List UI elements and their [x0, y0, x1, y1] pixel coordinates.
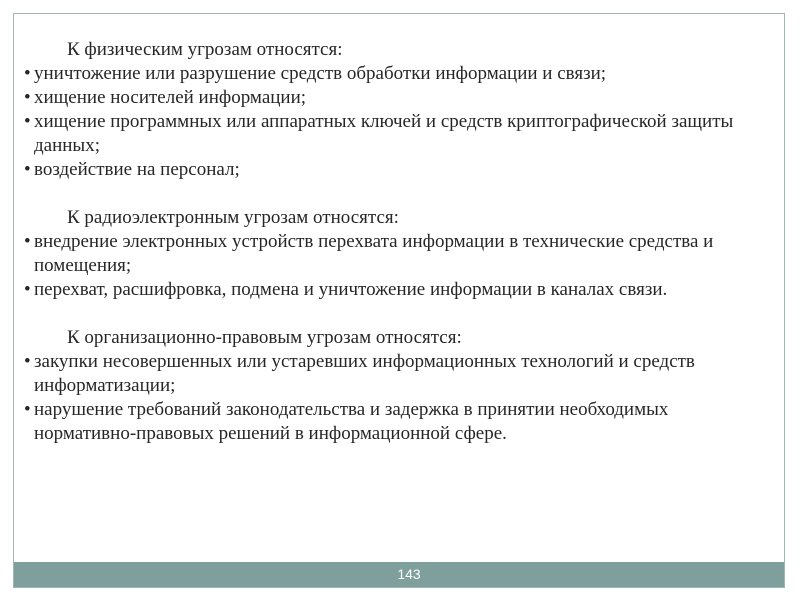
bullet-list: [24, 350, 772, 446]
bullet-icon: •: [24, 63, 31, 84]
list-item: [24, 158, 772, 182]
list-item-text: хищение носителей информации;: [34, 87, 307, 108]
section-heading: К организационно-правовым угрозам относятся:: [67, 327, 462, 348]
list-item: [24, 230, 772, 278]
list-item: [24, 86, 772, 110]
slide: [13, 13, 785, 588]
list-item-text: перехват, расшифровка, подмена и уничтожение информации в каналах связи.: [34, 279, 668, 300]
list-item: [24, 110, 772, 158]
bullet-list: [24, 230, 772, 302]
section-heading: К радиоэлектронным угрозам относятся:: [67, 207, 399, 228]
list-item: [24, 398, 772, 446]
bullet-list: [24, 62, 772, 182]
list-item: [24, 350, 772, 398]
bullet-icon: •: [24, 351, 31, 372]
list-item-text: уничтожение или разрушение средств обработки информации и связи;: [34, 63, 607, 84]
list-item-text: воздействие на персонал;: [34, 159, 240, 180]
list-item-text: хищение программных или аппаратных ключей и средств криптографической защиты данных;: [34, 111, 734, 156]
bullet-icon: •: [24, 399, 31, 420]
section-physical-threats: [24, 38, 772, 182]
footer-bar: [14, 562, 784, 587]
section-radioelectronic-threats: [24, 206, 772, 302]
bullet-icon: •: [24, 279, 31, 300]
list-item: [24, 278, 772, 302]
bullet-icon: •: [24, 231, 31, 252]
bullet-icon: •: [24, 159, 31, 180]
bullet-icon: •: [24, 87, 31, 108]
list-item-text: нарушение требований законодательства и задержка в принятии необходимых нормативно-правовых решений в информационной сфере.: [34, 399, 669, 444]
list-item-text: закупки несовершенных или устаревших информационных технологий и средств информатизации;: [34, 351, 695, 396]
section-heading: К физическим угрозам относятся:: [67, 39, 343, 60]
bullet-icon: •: [24, 111, 31, 132]
list-item: [24, 62, 772, 86]
page-number: 143: [397, 566, 421, 582]
section-organizational-legal-threats: [24, 326, 772, 446]
slide-content: [24, 38, 772, 470]
list-item-text: внедрение электронных устройств перехвата информации в технические средства и помещения;: [34, 231, 714, 276]
